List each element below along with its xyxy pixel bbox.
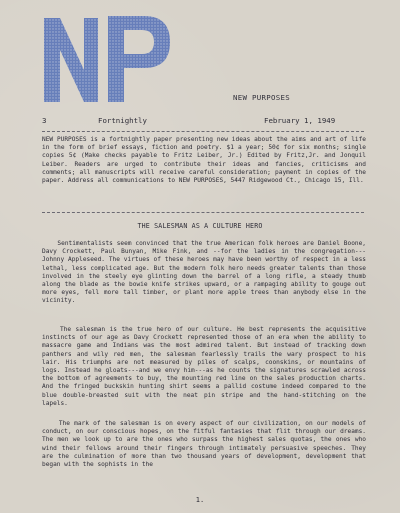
article-heading: THE SALESMAN AS A CULTURE HERO bbox=[137, 222, 263, 230]
divider-top bbox=[42, 131, 364, 132]
article-paragraph-1: Sentimentalists seem convinced that the true American folk heroes are Daniel Boone, Davy Crockett, Paul Bunyan, Mike Fink, and --for the ladies in the congregation---Johnny Appleseed. The virtues of these heroes may have been worthy of respect in a less lethal, less complicated age. But the modern folk hero needs greater talents than those involved in the steely eye glinting down the barrel of a long rifle, a steady thumb along the blade as the bowie knife strikes upward, or a rampaging ability to gouge out more eyes, fell more tall timber, or plant more apple trees than anybody else in the vicinity. bbox=[42, 240, 370, 305]
article-paragraph-2: The salesman is the true hero of our culture. He best represents the acquisitive instincts of our age as Davy Crockett represented those of an era when the ability to massacre game and Indians was the most admired talent. But instead of tracking down panthers and wily red men, the salesman fearlessly trails the wary prospect to his lair. His triumphs are not measured by piles of scalps, coonskins, or mountains of logs. Instead he gloats---and we envy him---as he counts the signatures scrawled across the bottom of agreements to buy, the mounting red line on the sales production charts. And the fringed buckskin hunting shirt seems a pallid costume indeed compared to the blue double-breasted suit with the neat pin stripe and the hand-stitching on the lapels. bbox=[42, 326, 370, 407]
issue-number: 3 bbox=[42, 116, 47, 125]
masthead-logo bbox=[40, 10, 180, 110]
issue-date: February 1, 1949 bbox=[264, 116, 336, 125]
page-number: 1. bbox=[195, 496, 205, 504]
np-logo-graphic bbox=[40, 10, 180, 110]
issue-frequency: Fortnightly bbox=[98, 116, 147, 125]
divider-bottom bbox=[42, 212, 364, 213]
article-paragraph-3: The mark of the salesman is on every aspect of our civilization, on our models of conduct, on our conscious hopes, on the fitful fantasies that flit through our dreams. The men we look up to are the ones who surpass the highest sales quotas, the ones who wind their fellows around their fingers through intimately persuasive speeches. They are the culmination of more than two thousand years of development, development that began with the sophists in the bbox=[42, 420, 370, 469]
publication-title: NEW PURPOSES bbox=[233, 93, 290, 102]
intro-paragraph: NEW PURPOSES is a fortnightly paper presenting new ideas about the aims and art of life in the form of brief essays, fiction and poetry. $1 a year; 50¢ for six months; single copies 5¢ (Make checks payable to Fritz Leiber, Jr.) Edited by Fritz,Jr. and Jonquil Leiber. Readers are urged to contribute their ideas and fancies, criticisms and comments; all manuscripts will receive careful consideration; payment in copies of the paper. Address all communications to NEW PURPOSES, 5447 Ridgewood Ct., Chicago 15, Ill. bbox=[42, 136, 370, 185]
